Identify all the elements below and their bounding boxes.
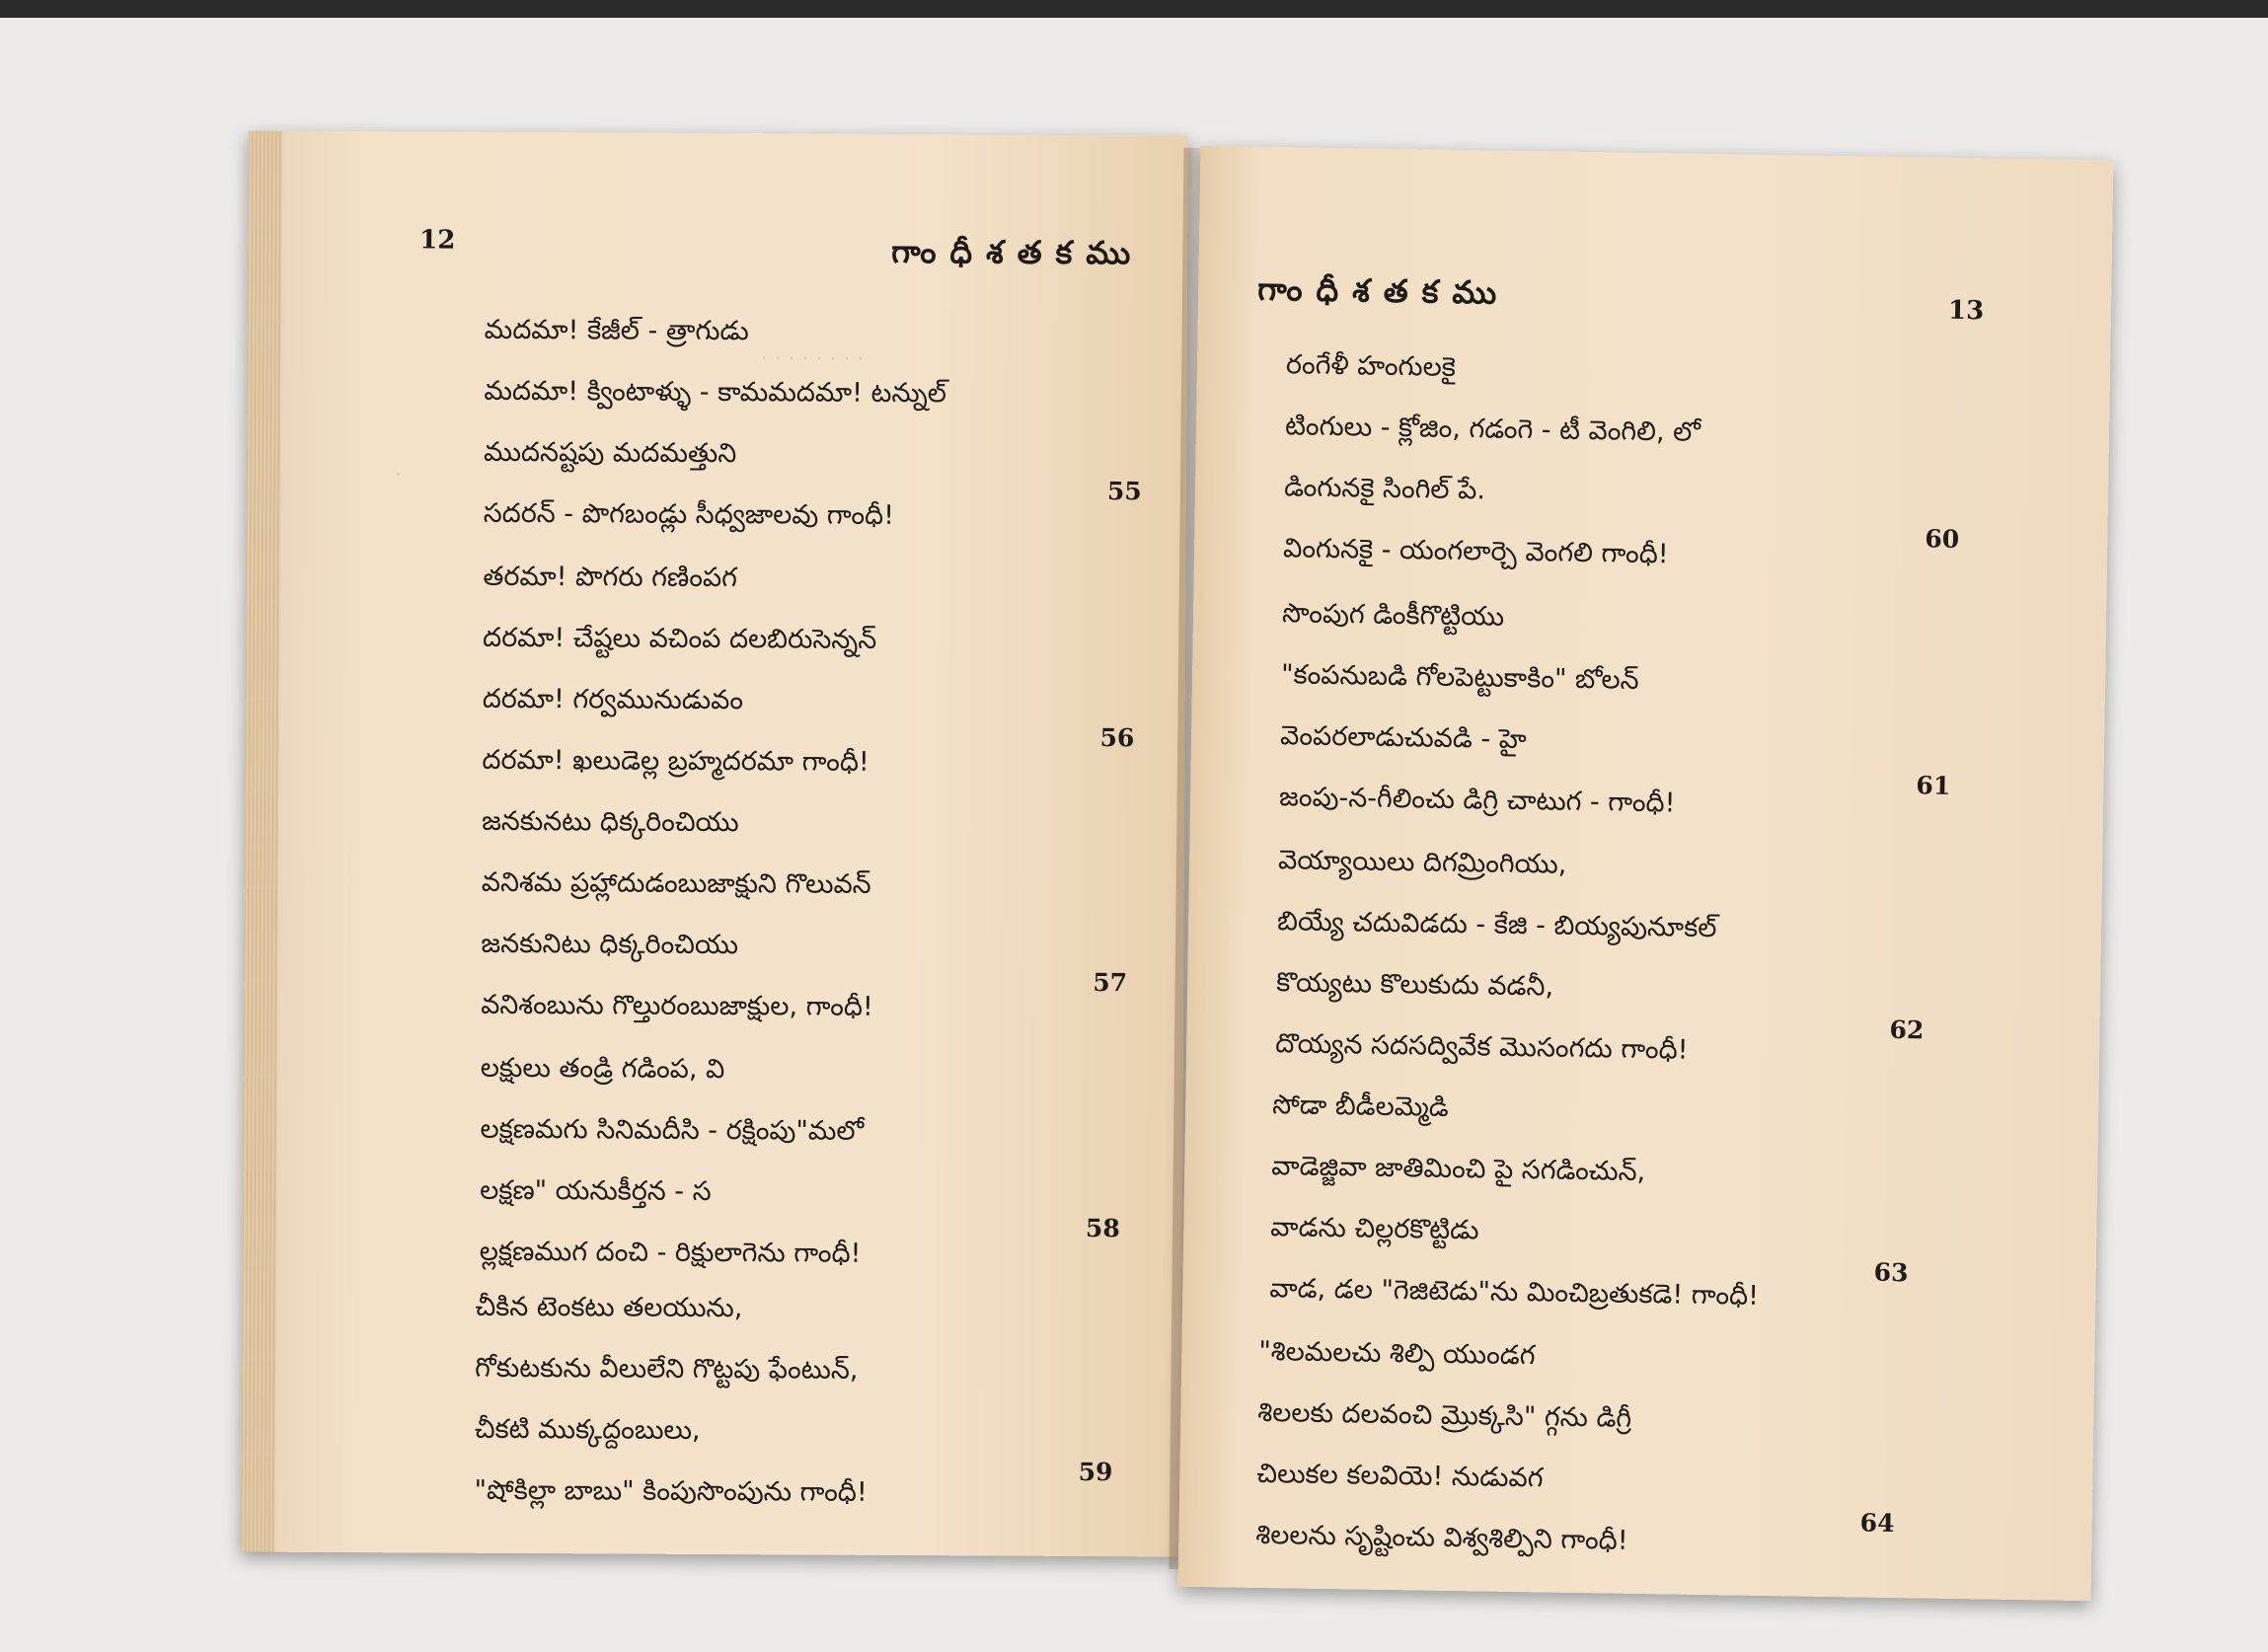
- verse-line: ల్లక్షణముగ దంచి - రిక్షులాగెను గాంధీ!: [479, 1236, 862, 1269]
- verse-line: లక్షణమగు సినిమదీసి - రక్షింపు"మలో: [480, 1113, 865, 1147]
- verse-line: సొంపుగ డింకీగొట్టియు: [1281, 598, 1505, 633]
- verse-line: దరమా! ఖలుడెల్ల బ్రహ్మదరమా గాంధీ!: [482, 744, 869, 778]
- stanza-59: [474, 1277, 1185, 1526]
- page-number: 13: [1947, 295, 1985, 327]
- verse-line: "కంపనుబడి గోలపెట్టుకాకిం" బోలన్: [1280, 659, 1639, 696]
- verse-line: రంగేళీ హంగులకై: [1285, 349, 1457, 383]
- verse-line: "షోకిల్లా బాబు" కింపుసొంపును గాంధీ!: [474, 1474, 868, 1508]
- verse-line: లక్షణ" యనుకీర్తన - స: [480, 1174, 712, 1207]
- verse-line: మదమా! క్వింటాళ్ళు - కామమదమా! టన్నుల్: [484, 375, 947, 410]
- stanza-55: [484, 300, 1188, 549]
- verse-line: ముదనష్టపు మదమత్తుని: [483, 436, 737, 470]
- verse-line: గోకుటకును వీలులేని గొట్టపు ఫేంటున్,: [475, 1352, 859, 1386]
- bleed-through-text: .: [394, 457, 403, 483]
- verse-line: చిలుకల కలవియె! నుడువగ: [1256, 1458, 1544, 1494]
- left-page-edge: [241, 131, 282, 1552]
- verse-number: 57: [1093, 968, 1128, 998]
- verse-line: జంపు-న-గీలించు డిగ్రి చాటుగ - గాంధీ!: [1278, 782, 1676, 819]
- verse-line: డింగునకై సింగిల్ పే.: [1283, 472, 1486, 506]
- verse-line: దరమా! గర్వమునుడువం: [482, 683, 744, 716]
- verse-line: వెంపరలాడుచువడి - హై: [1279, 720, 1527, 756]
- verse-line: వాడెజ్జివా జాతిమించి పై సగడించున్,: [1271, 1151, 1646, 1188]
- verse-line: చీకిన టెంకటు తలయును,: [475, 1291, 743, 1324]
- verse-line: చీకటి ముక్కద్దంబులు,: [474, 1413, 701, 1446]
- verse-number: 60: [1925, 524, 1960, 554]
- verse-line: వనిశంబును గొల్తురంబుజాక్షుల, గాంధీ!: [481, 989, 873, 1022]
- verse-line: శిలలను సృష్టించు విశ్వశిల్పిని గాంధీ!: [1255, 1519, 1628, 1556]
- verse-line: వాడ, డల "గెజిటెడు"ను మించిబ్రతుకడె! గాంధీ!: [1269, 1273, 1760, 1312]
- verse-line: టింగులు - క్లోజిం, గడంగె - టీ వెంగిలి, లో: [1284, 411, 1701, 448]
- verse-number: 62: [1889, 1014, 1925, 1045]
- stanza-57: [481, 791, 1188, 1040]
- stanza-61: [1279, 583, 1994, 839]
- verse-line: శిలలకు దలవంచి మ్రొక్కసి" గ్గను డిగ్రీ: [1257, 1396, 1632, 1434]
- stanza-64: [1255, 1321, 1970, 1577]
- stanza-58: [480, 1038, 1188, 1287]
- verse-line: లక్షులు తండ్రి గడింప, వి: [480, 1052, 725, 1086]
- verse-line: దరమా! చేష్టలు వచింప దలబిరుసెన్నన్: [483, 622, 877, 655]
- stanza-62: [1275, 830, 1990, 1086]
- verse-line: తరమా! పొగరు గణింపగ: [483, 561, 737, 594]
- verse-number: 59: [1078, 1457, 1113, 1487]
- left-page: [241, 131, 1188, 1557]
- verse-line: వెయ్యాయిలు దిగమ్రింగియు,: [1277, 845, 1567, 880]
- verse-line: వింగునకై - యంగలార్చె వెంగలి గాంధీ!: [1282, 533, 1669, 570]
- verse-number: 63: [1873, 1257, 1909, 1288]
- verse-number: 56: [1099, 723, 1135, 753]
- verse-line: వనిశమ ప్రహ్లాదుడంబుజాక్షుని గొలువన్: [481, 866, 871, 900]
- verse-line: మదమా! కేజీల్ - త్రాగుడు: [484, 314, 749, 347]
- stanza-63: [1269, 1075, 1984, 1330]
- verse-number: 61: [1916, 771, 1951, 800]
- verse-number: 64: [1859, 1508, 1895, 1539]
- right-page: [1178, 146, 2114, 1601]
- verse-number: 55: [1106, 477, 1142, 506]
- verse-line: బియ్యే చదువిడదు - కేజి - బియ్యపునూకల్: [1276, 906, 1717, 944]
- verse-number: 58: [1085, 1213, 1120, 1243]
- running-head: గాంధీశతకము: [1256, 269, 1511, 312]
- verse-line: వాడను చిల్లరకొట్టిడు: [1270, 1212, 1479, 1246]
- bleed-through-text: . . . . . . . .: [760, 340, 865, 366]
- running-head: గాంధీశతకము: [891, 232, 1145, 272]
- verse-line: కొయ్యటు కొలుకుదు వడనీ,: [1275, 967, 1554, 1003]
- stanza-60: [1283, 335, 1998, 590]
- stanza-56: [482, 547, 1187, 795]
- verse-line: సోడా బీడీలమ్మెడి: [1272, 1089, 1449, 1123]
- verse-line: జనకునటు ధిక్కరించియు: [482, 805, 739, 839]
- page-number: 12: [419, 225, 456, 256]
- verse-line: "శిలమలచు శిల్పి యుండగ: [1258, 1335, 1536, 1372]
- verse-line: సదరన్ - పొగబండ్లు సీధ్వజాలవు గాంధీ!: [483, 497, 895, 531]
- verse-line: జనకునిటు ధిక్కరించియు: [481, 928, 739, 961]
- verse-line: దొయ్యన సదసద్వివేక మొసంగదు గాంధీ!: [1274, 1028, 1689, 1066]
